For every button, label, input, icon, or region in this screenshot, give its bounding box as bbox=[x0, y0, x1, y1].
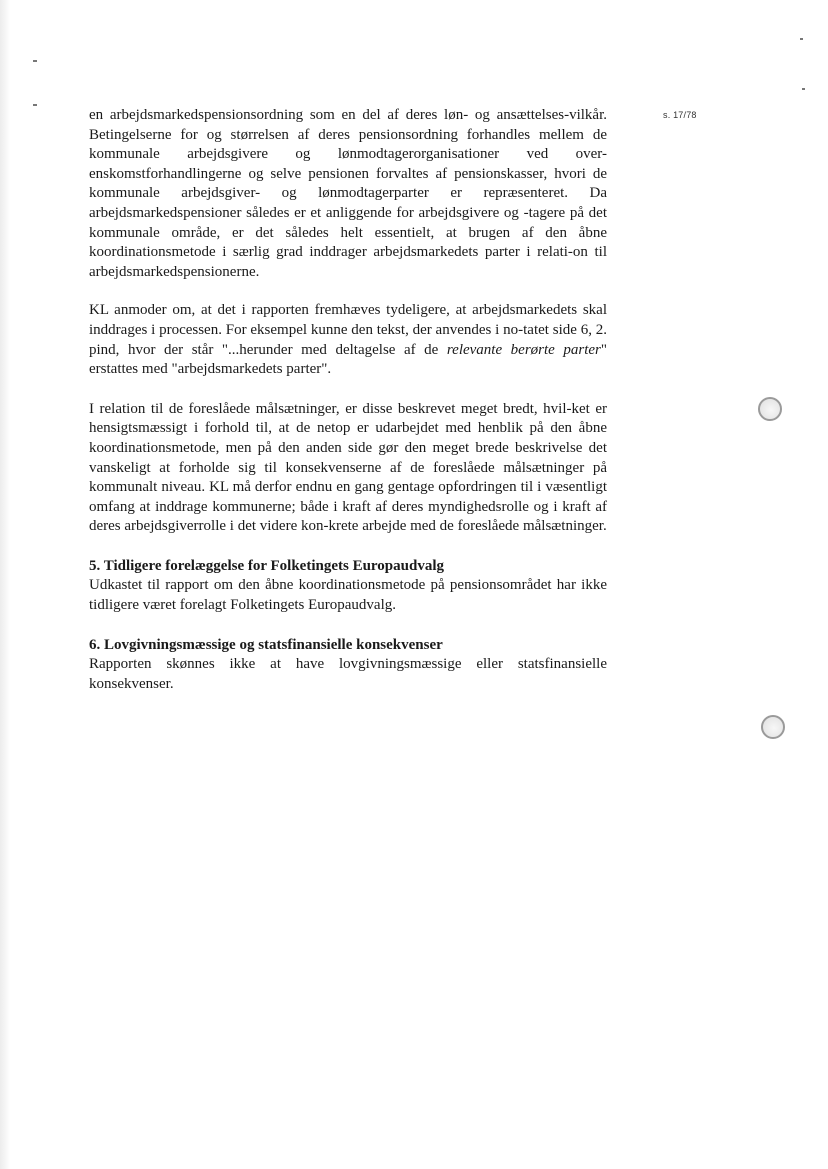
punch-hole-lower bbox=[761, 715, 785, 739]
paragraph-kl-request-end: " erstattes med "arbejdsmarkedets parter". bbox=[89, 341, 608, 378]
scan-speck bbox=[33, 60, 37, 62]
punch-hole-upper bbox=[758, 397, 782, 421]
section-heading-consequences: 6. Lovgivningsmæssige og statsfinansielle konsekvenser bbox=[89, 636, 443, 653]
scan-speck bbox=[800, 38, 803, 40]
section-heading-europaudvalg: 5. Tidligere forelæggelse for Folketingets Europaudvalg bbox=[89, 557, 445, 574]
paragraph-kl-request bbox=[89, 301, 607, 379]
paragraph-kl-request-italic: relevante berørte parter bbox=[446, 341, 601, 358]
scan-speck bbox=[802, 88, 805, 90]
page-number: s. 17/78 bbox=[663, 110, 697, 120]
section-text-europaudvalg: Udkastet til rapport om den åbne koordinationsmetode på pensionsområdet har ikke tidligere været forelagt Folketingets Europaudvalg. bbox=[89, 577, 607, 614]
section-text-consequences: Rapporten skønnes ikke at have lovgivningsmæssige eller statsfinansielle konsekvenser. bbox=[89, 656, 607, 692]
paragraph-pension-scheme: en arbejdsmarkedspensionsordning som en del af deres løn- og ansættelses-vilkår. Betingelserne for og størrelsen af deres pensionsordning forhandles mellem de kommunale arbejdsgivere og lønmodtagerorganisationer ved over-enskomstforhandlingerne og selve pensionen forvaltes af pensionskasser, hvori de kommunale arbejdsgiver- og lønmodtagerparter er repræsenteret. Da arbejdsmarkedspensioner således er et anliggende for arbejdsgivere og -tagere på det kommunale område, er det således helt essentielt, at brugen af den åbne koordinationsmetode i særlig grad inddrager arbejdsmarkedets parter i relati-on til arbejdsmarkedspensionerne. bbox=[89, 107, 607, 280]
scan-speck bbox=[33, 104, 37, 106]
paragraph-objectives: I relation til de foreslåede målsætninger, er disse beskrevet meget bredt, hvil-ket er hensigtsmæssigt i forhold til, at de netop er udarbejdet med henblik på den åbne koordinationsmetode, men på den anden side gør den meget brede beskrivelse det vanskeligt at forholde sig til konsekvenserne af de foreslåede målsætninger på kommunalt niveau. KL må derfor endnu en gang gentage opfordringen til i væsentligt omfang at inddrage kommunerne; både i kraft af deres myndighedsrolle og i kraft af deres arbejdsgiverrolle i det videre kon-krete arbejde med de foreslåede målsætninger. bbox=[89, 400, 607, 535]
paragraph-kl-request-text: KL anmoder om, at det i rapporten fremhæves tydeligere, at arbejdsmarkedets skal inddrages i processen. For eksempel kunne den tekst, der anvendes i no-tatet side 6, 2. pind, hvor der står "...herunder med deltagelse af de bbox=[89, 302, 607, 358]
scan-edge-shadow bbox=[0, 0, 10, 1169]
document-body bbox=[89, 106, 607, 694]
